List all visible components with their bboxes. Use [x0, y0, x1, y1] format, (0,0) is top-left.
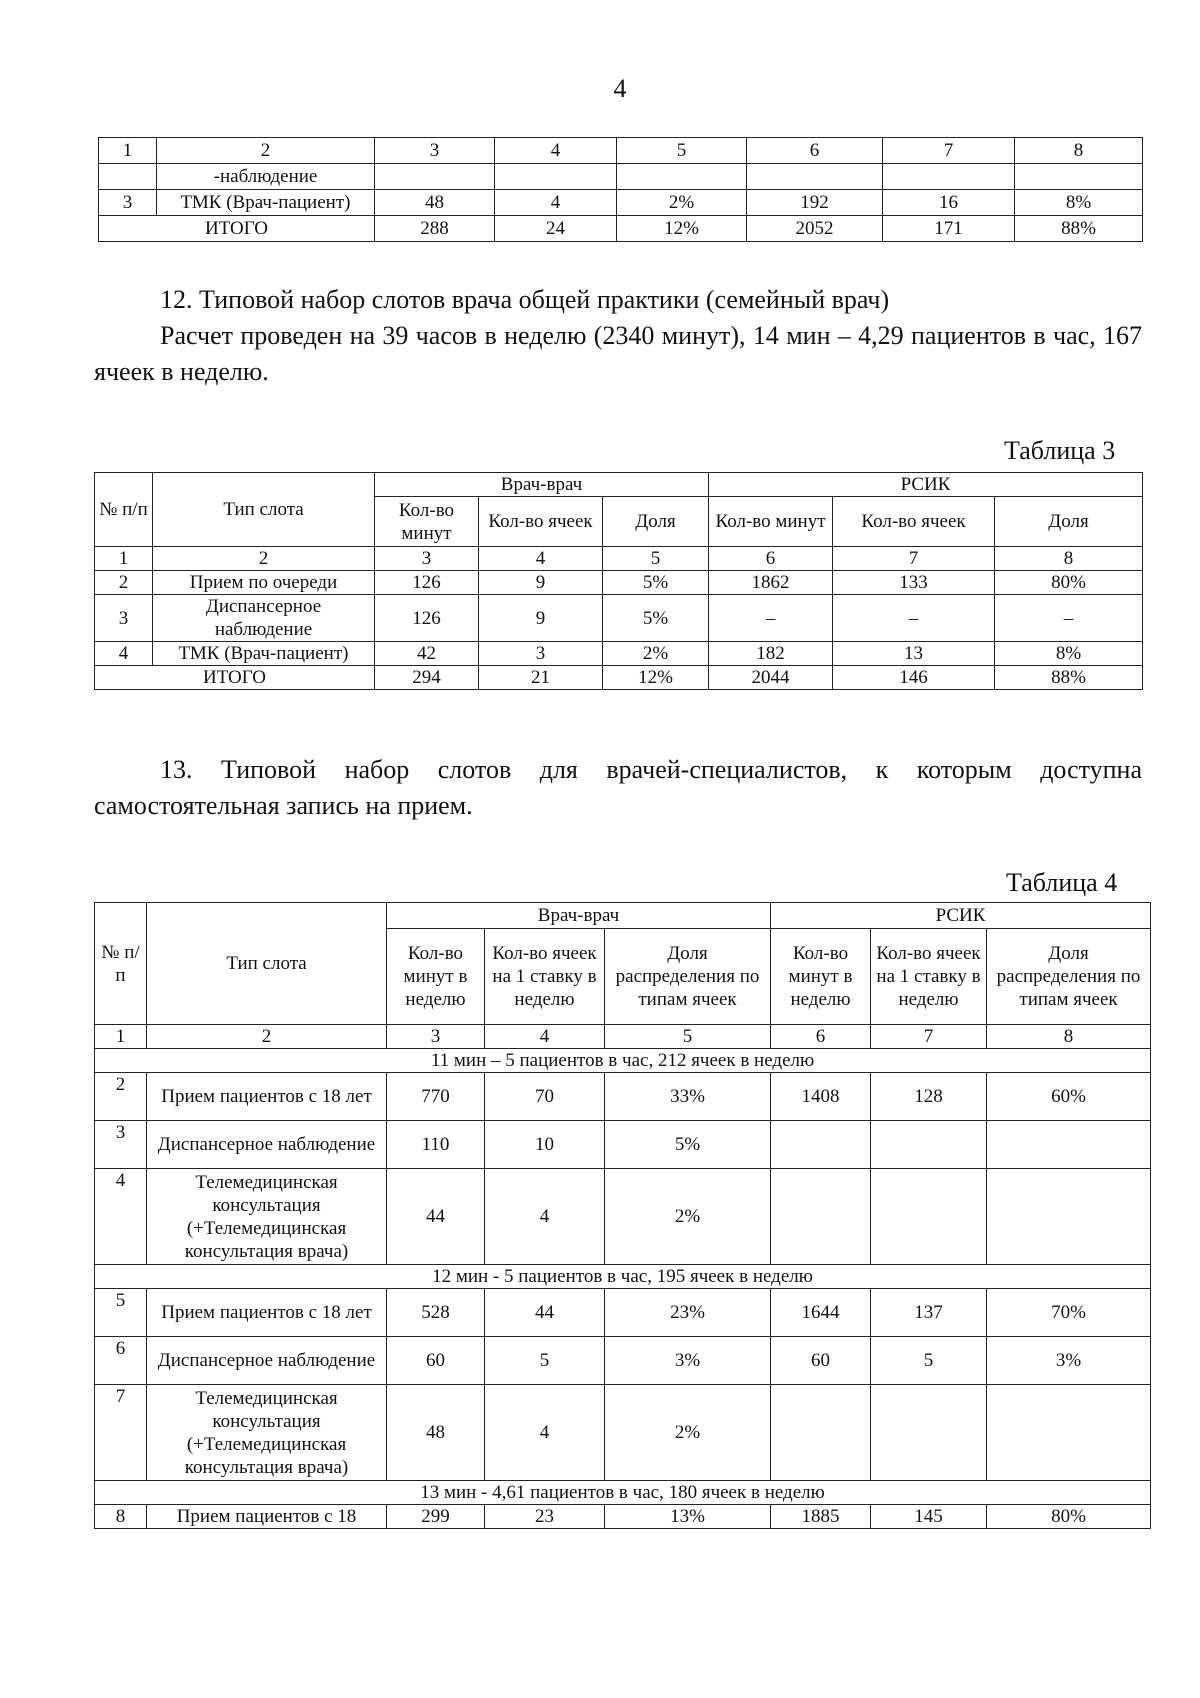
- data-cell: 42: [375, 642, 479, 666]
- total-cell: 146: [833, 666, 995, 690]
- data-cell: 5: [485, 1337, 605, 1385]
- col-number-cell: 2: [147, 1025, 387, 1049]
- section-13-text: 13. Типовой набор слотов для врачей-специалистов, к которым доступна самостоятельная запись на прием.: [94, 755, 1142, 820]
- col-number-cell: 6: [747, 138, 883, 164]
- total-cell: 88%: [1015, 216, 1143, 242]
- data-cell: 528: [387, 1289, 485, 1337]
- data-cell: [987, 1385, 1151, 1481]
- data-cell: [495, 164, 617, 190]
- data-cell: 60: [771, 1337, 871, 1385]
- data-cell: 4: [95, 1169, 147, 1265]
- data-cell: [987, 1121, 1151, 1169]
- col-number-cell: 3: [375, 138, 495, 164]
- header-type: Тип слота: [147, 903, 387, 1025]
- data-cell: [871, 1121, 987, 1169]
- table-continued: [98, 137, 1143, 242]
- col-number-cell: 7: [833, 547, 995, 571]
- header-col: Кол-во минут в неделю: [771, 929, 871, 1025]
- data-cell: [771, 1385, 871, 1481]
- data-cell: [375, 164, 495, 190]
- col-number-cell: 8: [1015, 138, 1143, 164]
- data-cell: 13%: [605, 1505, 771, 1529]
- table-row: [95, 642, 1143, 666]
- col-number-cell: 4: [479, 547, 603, 571]
- data-cell: 2%: [605, 1385, 771, 1481]
- data-cell: 3%: [605, 1337, 771, 1385]
- table-row: [95, 1025, 1151, 1049]
- data-cell: [99, 164, 157, 190]
- header-num: № п/п: [95, 473, 153, 547]
- total-cell: 2044: [709, 666, 833, 690]
- data-cell: 80%: [995, 571, 1143, 595]
- col-number-cell: 1: [95, 1025, 147, 1049]
- data-cell: 60%: [987, 1073, 1151, 1121]
- data-cell: 13: [833, 642, 995, 666]
- data-cell: 2%: [617, 190, 747, 216]
- data-cell: 5: [95, 1289, 147, 1337]
- table-row: [95, 1169, 1151, 1265]
- table-3-caption: Таблица 3: [1004, 436, 1116, 465]
- data-cell: 1862: [709, 571, 833, 595]
- table-row: [99, 164, 1143, 190]
- data-cell: 5%: [603, 571, 709, 595]
- table-row: [99, 216, 1143, 242]
- data-cell: –: [833, 595, 995, 642]
- section-12-text: Расчет проведен на 39 часов в неделю (2340 минут), 14 мин – 4,29 пациентов в час, 167 ячеек в неделю.: [94, 321, 1142, 386]
- data-cell: 44: [387, 1169, 485, 1265]
- data-cell: 70%: [987, 1289, 1151, 1337]
- table-row: [95, 903, 1151, 929]
- data-cell: 3: [95, 1121, 147, 1169]
- data-cell: 2%: [603, 642, 709, 666]
- table-row: [95, 1385, 1151, 1481]
- data-cell: Телемедицинская консультация (+Телемедицинская консультация врача): [147, 1385, 387, 1481]
- table-row: [99, 138, 1143, 164]
- header-group-doctor: Врач-врач: [375, 473, 709, 497]
- data-cell: [771, 1169, 871, 1265]
- col-number-cell: 7: [883, 138, 1015, 164]
- header-col: Кол-во минут: [709, 497, 833, 547]
- data-cell: Прием пациентов с 18 лет: [147, 1289, 387, 1337]
- header-group-doctor: Врач-врач: [387, 903, 771, 929]
- data-cell: 48: [387, 1385, 485, 1481]
- col-number-cell: 8: [995, 547, 1143, 571]
- total-cell: 288: [375, 216, 495, 242]
- col-number-cell: 2: [157, 138, 375, 164]
- data-cell: [747, 164, 883, 190]
- total-cell: 2052: [747, 216, 883, 242]
- total-cell: 12%: [603, 666, 709, 690]
- header-col: Кол-во ячеек: [479, 497, 603, 547]
- data-cell: 8%: [1015, 190, 1143, 216]
- data-cell: Диспансерное наблюдение: [153, 595, 375, 642]
- data-cell: 8: [95, 1505, 147, 1529]
- data-cell: 5%: [605, 1121, 771, 1169]
- total-cell: 21: [479, 666, 603, 690]
- total-cell: 24: [495, 216, 617, 242]
- col-number-cell: 1: [99, 138, 157, 164]
- header-col: Доля: [603, 497, 709, 547]
- data-cell: –: [995, 595, 1143, 642]
- col-number-cell: 4: [495, 138, 617, 164]
- section-row: 12 мин - 5 пациентов в час, 195 ячеек в неделю: [95, 1265, 1151, 1289]
- data-cell: 9: [479, 571, 603, 595]
- page-number: 4: [613, 74, 627, 103]
- table-row: [95, 1505, 1151, 1529]
- header-col: Кол-во минут: [375, 497, 479, 547]
- table-4-caption: Таблица 4: [1006, 868, 1118, 897]
- data-cell: 70: [485, 1073, 605, 1121]
- col-number-cell: 7: [871, 1025, 987, 1049]
- data-cell: 1885: [771, 1505, 871, 1529]
- data-cell: 4: [495, 190, 617, 216]
- data-cell: 2: [95, 1073, 147, 1121]
- table-row: [95, 1337, 1151, 1385]
- header-col: Кол-во ячеек на 1 ставку в неделю: [871, 929, 987, 1025]
- table-row: [95, 1265, 1151, 1289]
- data-cell: –: [709, 595, 833, 642]
- data-cell: Диспансерное наблюдение: [147, 1121, 387, 1169]
- data-cell: 1408: [771, 1073, 871, 1121]
- data-cell: 80%: [987, 1505, 1151, 1529]
- table-row: [99, 190, 1143, 216]
- table-4: [94, 902, 1151, 1529]
- header-col: Доля: [995, 497, 1143, 547]
- table-row: [95, 1121, 1151, 1169]
- table-row: [95, 1481, 1151, 1505]
- data-cell: 1644: [771, 1289, 871, 1337]
- data-cell: 9: [479, 595, 603, 642]
- data-cell: 126: [375, 595, 479, 642]
- data-cell: 7: [95, 1385, 147, 1481]
- data-cell: 60: [387, 1337, 485, 1385]
- total-label-cell: ИТОГО: [95, 666, 375, 690]
- col-number-cell: 2: [153, 547, 375, 571]
- data-cell: 5: [871, 1337, 987, 1385]
- col-number-cell: 1: [95, 547, 153, 571]
- section-row: 13 мин - 4,61 пациентов в час, 180 ячеек в неделю: [95, 1481, 1151, 1505]
- data-cell: [771, 1121, 871, 1169]
- data-cell: 6: [95, 1337, 147, 1385]
- data-cell: 137: [871, 1289, 987, 1337]
- header-group-rsik: РСИК: [771, 903, 1151, 929]
- data-cell: ТМК (Врач-пациент): [153, 642, 375, 666]
- data-cell: 23: [485, 1505, 605, 1529]
- data-cell: 145: [871, 1505, 987, 1529]
- data-cell: 5%: [603, 595, 709, 642]
- data-cell: 3: [99, 190, 157, 216]
- data-cell: ТМК (Врач-пациент): [157, 190, 375, 216]
- data-cell: Телемедицинская консультация (+Телемедицинская консультация врача): [147, 1169, 387, 1265]
- data-cell: 10: [485, 1121, 605, 1169]
- table-row: [95, 473, 1143, 497]
- data-cell: 182: [709, 642, 833, 666]
- table-row: [95, 571, 1143, 595]
- header-col: Кол-во ячеек: [833, 497, 995, 547]
- table-row: [95, 547, 1143, 571]
- table-row: [95, 666, 1143, 690]
- col-number-cell: 4: [485, 1025, 605, 1049]
- data-cell: 126: [375, 571, 479, 595]
- table-row: [95, 1049, 1151, 1073]
- total-cell: 294: [375, 666, 479, 690]
- header-col: Кол-во ячеек на 1 ставку в неделю: [485, 929, 605, 1025]
- col-number-cell: 3: [387, 1025, 485, 1049]
- data-cell: 110: [387, 1121, 485, 1169]
- section-12-heading: 12. Типовой набор слотов врача общей практики (семейный врач): [160, 285, 890, 314]
- data-cell: 4: [485, 1169, 605, 1265]
- data-cell: Прием по очереди: [153, 571, 375, 595]
- data-cell: 770: [387, 1073, 485, 1121]
- data-cell: 3%: [987, 1337, 1151, 1385]
- col-number-cell: 6: [771, 1025, 871, 1049]
- data-cell: 8%: [995, 642, 1143, 666]
- col-number-cell: 5: [603, 547, 709, 571]
- data-cell: 2: [95, 571, 153, 595]
- total-label-cell: ИТОГО: [99, 216, 375, 242]
- col-number-cell: 5: [617, 138, 747, 164]
- data-cell: 4: [95, 642, 153, 666]
- data-cell: 33%: [605, 1073, 771, 1121]
- data-cell: [987, 1169, 1151, 1265]
- section-row: 11 мин – 5 пациентов в час, 212 ячеек в неделю: [95, 1049, 1151, 1073]
- data-cell: Диспансерное наблюдение: [147, 1337, 387, 1385]
- table-row: [95, 1289, 1151, 1337]
- data-cell: 4: [485, 1385, 605, 1481]
- data-cell: 2%: [605, 1169, 771, 1265]
- header-group-rsik: РСИК: [709, 473, 1143, 497]
- total-cell: 88%: [995, 666, 1143, 690]
- header-col: Доля распределения по типам ячеек: [987, 929, 1151, 1025]
- data-cell: [883, 164, 1015, 190]
- data-cell: [871, 1169, 987, 1265]
- data-cell: 3: [479, 642, 603, 666]
- col-number-cell: 3: [375, 547, 479, 571]
- data-cell: [871, 1385, 987, 1481]
- header-num: № п/п: [95, 903, 147, 1025]
- data-cell: 192: [747, 190, 883, 216]
- data-cell: 128: [871, 1073, 987, 1121]
- header-type: Тип слота: [153, 473, 375, 547]
- total-cell: 12%: [617, 216, 747, 242]
- header-col: Доля распределения по типам ячеек: [605, 929, 771, 1025]
- table-row: [95, 1073, 1151, 1121]
- data-cell: 23%: [605, 1289, 771, 1337]
- header-col: Кол-во минут в неделю: [387, 929, 485, 1025]
- col-number-cell: 8: [987, 1025, 1151, 1049]
- data-cell: -наблюдение: [157, 164, 375, 190]
- table-row: [95, 595, 1143, 642]
- table-3: [94, 472, 1143, 690]
- col-number-cell: 6: [709, 547, 833, 571]
- col-number-cell: 5: [605, 1025, 771, 1049]
- data-cell: Прием пациентов с 18: [147, 1505, 387, 1529]
- data-cell: [1015, 164, 1143, 190]
- data-cell: 16: [883, 190, 1015, 216]
- data-cell: 3: [95, 595, 153, 642]
- data-cell: 44: [485, 1289, 605, 1337]
- data-cell: 133: [833, 571, 995, 595]
- data-cell: Прием пациентов с 18 лет: [147, 1073, 387, 1121]
- data-cell: 48: [375, 190, 495, 216]
- data-cell: [617, 164, 747, 190]
- total-cell: 171: [883, 216, 1015, 242]
- data-cell: 299: [387, 1505, 485, 1529]
